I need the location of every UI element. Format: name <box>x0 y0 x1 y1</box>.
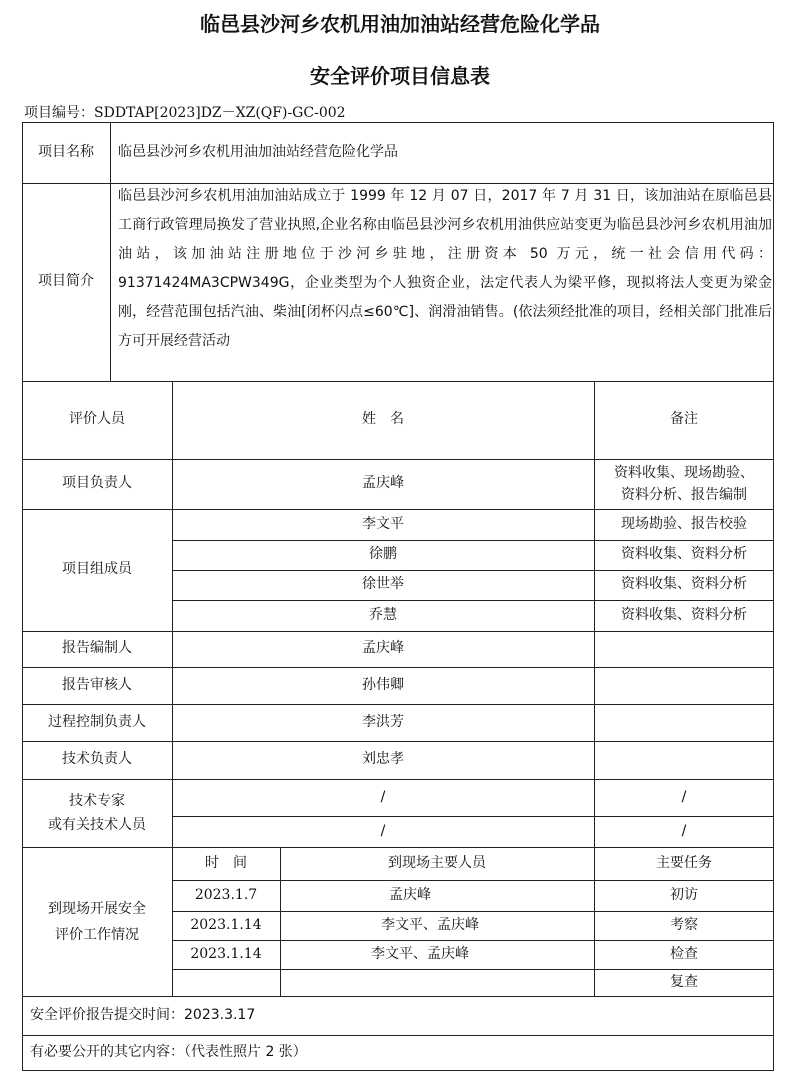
site-visit-people: 李文平、孟庆峰 <box>371 945 469 962</box>
report-author-label: 报告编制人 <box>62 640 132 657</box>
header-evaluator: 评价人员 <box>69 411 125 428</box>
member-note: 资料收集、资料分析 <box>621 576 747 593</box>
member-name: 李文平 <box>362 515 404 532</box>
site-visit-people: 李文平、孟庆峰 <box>381 916 479 933</box>
header-remark: 备注 <box>670 411 698 428</box>
member-name: 乔慧 <box>369 606 397 623</box>
project-lead-note <box>594 459 774 509</box>
public-content: 有必要公开的其它内容：（代表性照片 2 张） <box>30 1044 307 1061</box>
project-intro-text: 临邑县沙河乡农机用油加油站成立于 1999 年 12 月 07 日，2017 年 7 月 31 日，该加油站在原临邑县工商行政管理局换发了营业执照,企业名称由临邑县沙河乡农机用油供应站变更为临邑县沙河乡农机用油加油站，该加油站注册地位于沙河乡驻地，注册资本 50 万元，统一社会信用代码：91371424MA3CPW349G，企业类型为个人独资企业，法定代表人为梁平修，现拟将法人变更为梁金刚，经营范围包括汽油、柴油[闭杯闪点≤60℃]、润滑油销售。(依法须经批准的项目，经相关部门批准后方可开展经营活动 <box>118 188 772 349</box>
document-title: 临邑县沙河乡农机用油加油站经营危险化学品 <box>200 12 600 36</box>
report-reviewer-name: 孙伟卿 <box>362 676 404 693</box>
project-name-value: 临邑县沙河乡农机用油加油站经营危险化学品 <box>118 143 398 160</box>
site-visit-date <box>172 969 280 996</box>
site-visit-date: 2023.1.14 <box>190 916 262 933</box>
process-control-name: 李洪芳 <box>362 713 404 730</box>
site-header-time: 时 间 <box>205 854 247 871</box>
member-note: 资料收集、资料分析 <box>621 606 747 623</box>
expert-label-line2: 或有关技术人员 <box>48 817 146 833</box>
project-lead-label: 项目负责人 <box>62 475 132 492</box>
process-control-label: 过程控制负责人 <box>48 713 146 730</box>
document-subtitle: 安全评价项目信息表 <box>310 64 490 88</box>
site-visit-people <box>280 969 594 996</box>
project-code: 项目编号：SDDTAP[2023]DZ－XZ(QF)-GC-002 <box>24 105 346 121</box>
project-lead-note-line2: 资料分析、报告编制 <box>621 487 747 503</box>
expert-label <box>22 779 172 847</box>
site-header-task: 主要任务 <box>656 854 712 871</box>
site-visit-task: 复查 <box>670 973 698 990</box>
technical-lead-name: 刘忠孝 <box>362 751 404 768</box>
expert-note-slash: / <box>681 788 687 805</box>
member-note: 现场勘验、报告校验 <box>621 515 747 532</box>
member-note: 资料收集、资料分析 <box>621 546 747 563</box>
project-lead-note-line1: 资料收集、现场勘验、 <box>614 465 754 481</box>
site-visit-label <box>22 847 172 996</box>
expert-name-slash: / <box>380 822 386 839</box>
site-visit-date: 2023.1.14 <box>190 945 262 962</box>
project-lead-name: 孟庆峰 <box>362 475 404 492</box>
site-visit-task: 初访 <box>670 886 698 903</box>
member-name: 徐世举 <box>362 576 404 593</box>
site-visit-task: 检查 <box>670 945 698 962</box>
report-reviewer-label: 报告审核人 <box>62 676 132 693</box>
member-name: 徐鹏 <box>369 546 397 563</box>
site-visit-people: 孟庆峰 <box>389 886 431 903</box>
report-submit-time: 安全评价报告提交时间：2023.3.17 <box>30 1006 256 1023</box>
expert-note-slash: / <box>681 822 687 839</box>
site-visit-task: 考察 <box>670 916 698 933</box>
expert-name-slash: / <box>380 788 386 805</box>
project-intro-label: 项目简介 <box>38 273 94 290</box>
header-name: 姓 名 <box>362 411 404 428</box>
project-name-label: 项目名称 <box>38 143 94 160</box>
site-visit-label-line2: 评价工作情况 <box>55 926 139 943</box>
technical-lead-label: 技术负责人 <box>62 751 132 768</box>
report-author-name: 孟庆峰 <box>362 640 404 657</box>
site-visit-date: 2023.1.7 <box>194 886 258 903</box>
expert-label-line1: 技术专家 <box>69 793 125 809</box>
site-header-people: 到现场主要人员 <box>388 854 486 871</box>
members-label: 项目组成员 <box>62 561 132 578</box>
site-visit-label-line1: 到现场开展安全 <box>48 900 146 917</box>
